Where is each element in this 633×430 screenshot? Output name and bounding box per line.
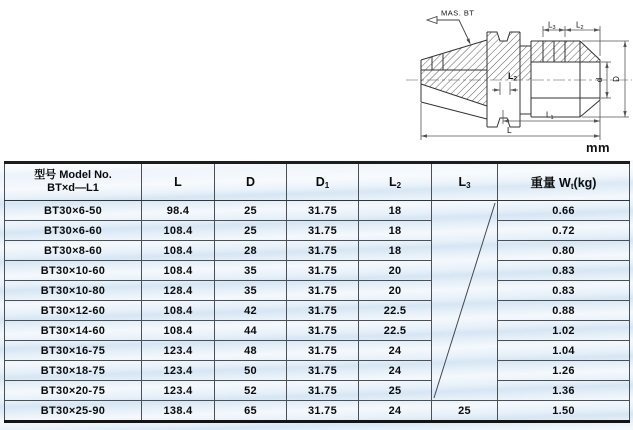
cell-l2: 18 [359, 221, 432, 241]
table-body [5, 201, 630, 422]
dim-label-l3: L3 [548, 20, 556, 31]
col-header-l: L [142, 163, 215, 201]
cell-d: 42 [215, 301, 287, 321]
cell-l: 108.4 [142, 241, 215, 261]
l3-merged-empty-cell [432, 201, 498, 401]
table-row [5, 401, 630, 422]
cell-l2: 24 [359, 361, 432, 381]
cell-l: 108.4 [142, 321, 215, 341]
section-hatching [421, 32, 600, 106]
table-row [5, 321, 630, 341]
cell-weight: 0.83 [498, 261, 630, 281]
cell-model: BT30×8-60 [5, 241, 142, 261]
col-header-d1: $D_1$ [287, 163, 359, 201]
cell-model: BT30×16-75 [5, 341, 142, 361]
cell-model: BT30×12-60 [5, 301, 142, 321]
cell-d: 35 [215, 261, 287, 281]
cell-weight: 1.36 [498, 381, 630, 401]
table-row [5, 341, 630, 361]
unit-label: mm [586, 140, 611, 155]
header-row [5, 163, 630, 201]
no-value-slash [432, 201, 497, 400]
cell-weight: 1.02 [498, 321, 630, 341]
cell-weight: 1.26 [498, 361, 630, 381]
cell-d1: 31.75 [287, 241, 359, 261]
spec-table [4, 161, 630, 423]
dim-label-l1: L1 [546, 110, 554, 121]
col-header-l3: $L_3$ [432, 163, 498, 201]
cell-weight: 0.80 [498, 241, 630, 261]
table-row [5, 201, 630, 221]
cell-d: 25 [215, 201, 287, 221]
cell-model: BT30×6-60 [5, 221, 142, 241]
cell-l2: 22.5 [359, 301, 432, 321]
col-header-weight: 重量 $W_t(kg)$ [498, 163, 630, 201]
cell-model: BT30×20-75 [5, 381, 142, 401]
cell-d: 44 [215, 321, 287, 341]
model-header-line2: BT×d—L1 [47, 182, 99, 194]
cell-d1: 31.75 [287, 261, 359, 281]
cell-model: BT30×6-50 [5, 201, 142, 221]
model-header-line1: 型号 Model No. [34, 168, 112, 181]
cell-d1: 31.75 [287, 281, 359, 301]
cell-model: BT30×10-80 [5, 281, 142, 301]
table-row [5, 301, 630, 321]
cell-d: 48 [215, 341, 287, 361]
cell-l: 123.4 [142, 361, 215, 381]
cell-d: 35 [215, 281, 287, 301]
cell-model: BT30×18-75 [5, 361, 142, 381]
cell-d1: 31.75 [287, 361, 359, 381]
cell-weight: 0.72 [498, 221, 630, 241]
cell-l: 128.4 [142, 281, 215, 301]
cell-model: BT30×14-60 [5, 321, 142, 341]
table-row [5, 381, 630, 401]
cell-weight: 1.04 [498, 341, 630, 361]
cell-l2: 25 [359, 381, 432, 401]
cell-d: 65 [215, 401, 287, 422]
cell-weight: 0.88 [498, 301, 630, 321]
col-header-model [5, 163, 142, 201]
dim-label-d-outer: D [612, 76, 621, 82]
cell-d1: 31.75 [287, 341, 359, 361]
table-row [5, 221, 630, 241]
cell-d: 50 [215, 361, 287, 381]
dim-label-l2-groove: L2 [508, 71, 518, 83]
cell-d1: 31.75 [287, 201, 359, 221]
table-row [5, 241, 630, 261]
cell-weight: 1.50 [498, 401, 630, 422]
cell-l: 108.4 [142, 261, 215, 281]
cell-l2: 18 [359, 241, 432, 261]
cell-d1: 31.75 [287, 401, 359, 422]
mas-bt-callout [427, 9, 475, 45]
cell-l: 108.4 [142, 221, 215, 241]
technical-drawing [0, 0, 633, 160]
mas-bt-label: MAS. BT [441, 8, 475, 18]
cell-d: 28 [215, 241, 287, 261]
cell-l2: 18 [359, 201, 432, 221]
col-header-l2: $L_2$ [359, 163, 432, 201]
cell-l2: 20 [359, 281, 432, 301]
dim-label-l2-top: L2 [576, 20, 584, 31]
cell-d: 25 [215, 221, 287, 241]
cell-l2: 24 [359, 401, 432, 422]
cell-model: BT30×10-60 [5, 261, 142, 281]
cell-l: 108.4 [142, 301, 215, 321]
cell-model: BT30×25-90 [5, 401, 142, 422]
cell-weight: 0.66 [498, 201, 630, 221]
cell-l: 98.4 [142, 201, 215, 221]
col-header-d: D [215, 163, 287, 201]
cell-d1: 31.75 [287, 221, 359, 241]
cell-d1: 31.75 [287, 301, 359, 321]
dim-label-d-bore: d [595, 77, 604, 83]
cell-l: 123.4 [142, 381, 215, 401]
cell-l2: 24 [359, 341, 432, 361]
table-row [5, 261, 630, 281]
cell-d1: 31.75 [287, 321, 359, 341]
cell-l2: 20 [359, 261, 432, 281]
table-row [5, 281, 630, 301]
cell-weight: 0.83 [498, 281, 630, 301]
cell-l2: 22.5 [359, 321, 432, 341]
cell-l: 138.4 [142, 401, 215, 422]
cell-d1: 31.75 [287, 381, 359, 401]
dim-label-l: L [507, 125, 512, 135]
cell-l: 123.4 [142, 341, 215, 361]
cell-d: 52 [215, 381, 287, 401]
table-row [5, 361, 630, 381]
cell-l3: 25 [432, 401, 498, 422]
